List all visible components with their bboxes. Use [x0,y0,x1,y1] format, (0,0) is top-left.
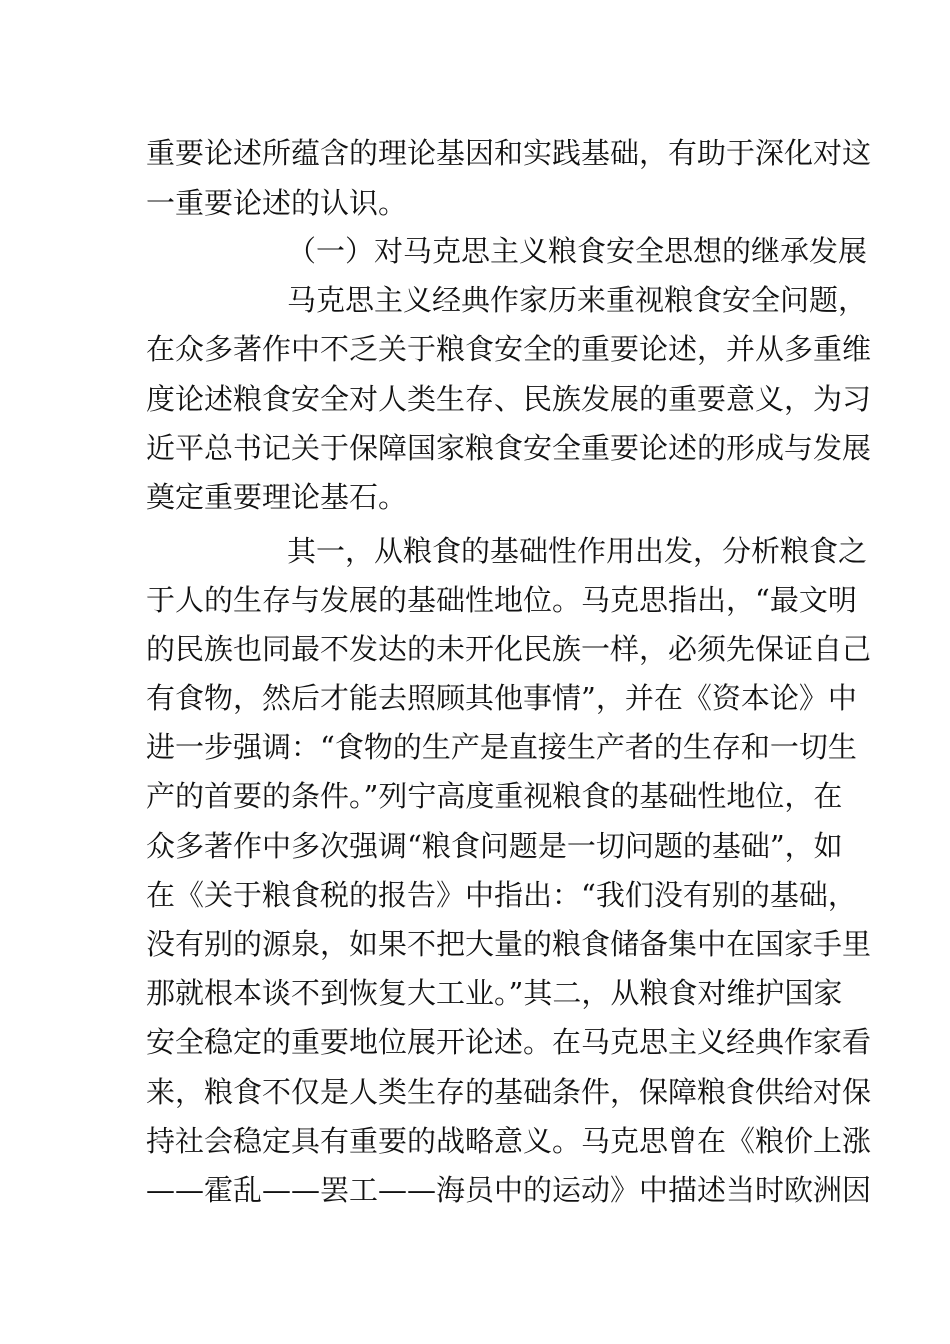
text-line-9: 其一，从粮食的基础性作用出发，分析粮食之 [287,534,868,568]
text-line-4: 马克思主义经典作家历来重视粮食安全问题， [287,283,868,317]
text-line-20: 来，粮食不仅是人类生存的基础条件，保障粮食供给对保 [146,1075,872,1109]
text-line-22: ——霍乱——罢工——海员中的运动》中描述当时欧洲因 [146,1173,872,1207]
section-heading: （一）对马克思主义粮食安全思想的继承发展 [287,234,868,268]
text-line-12: 有食物，然后才能去照顾其他事情”，并在《资本论》中 [146,681,857,715]
text-line-16: 在《关于粮食税的报告》中指出：“我们没有别的基础， [146,878,857,912]
text-line-19: 安全稳定的重要地位展开论述。在马克思主义经典作家看 [146,1025,872,1059]
text-line-18: 那就根本谈不到恢复大工业。”其二，从粮食对维护国家 [146,976,843,1010]
text-line-6: 度论述粮食安全对人类生存、民族发展的重要意义，为习 [146,382,872,416]
text-line-21: 持社会稳定具有重要的战略意义。马克思曾在《粮价上涨 [146,1124,872,1158]
text-line-2: 一重要论述的认识。 [146,186,408,220]
text-line-15: 众多著作中多次强调“粮食问题是一切问题的基础”，如 [146,829,843,863]
text-line-10: 于人的生存与发展的基础性地位。马克思指出，“最文明 [146,583,857,617]
text-line-17: 没有别的源泉，如果不把大量的粮食储备集中在国家手里 [146,927,872,961]
text-line-7: 近平总书记关于保障国家粮食安全重要论述的形成与发展 [146,431,872,465]
text-line-14: 产的首要的条件。”列宁高度重视粮食的基础性地位，在 [146,779,843,813]
text-line-11: 的民族也同最不发达的未开化民族一样，必须先保证自己 [146,632,872,666]
text-line-5: 在众多著作中不乏关于粮食安全的重要论述，并从多重维 [146,332,872,366]
text-line-13: 进一步强调：“食物的生产是直接生产者的生存和一切生 [146,730,857,764]
text-line-1: 重要论述所蕴含的理论基因和实践基础，有助于深化对这 [146,136,872,170]
text-line-8: 奠定重要理论基石。 [146,480,408,514]
